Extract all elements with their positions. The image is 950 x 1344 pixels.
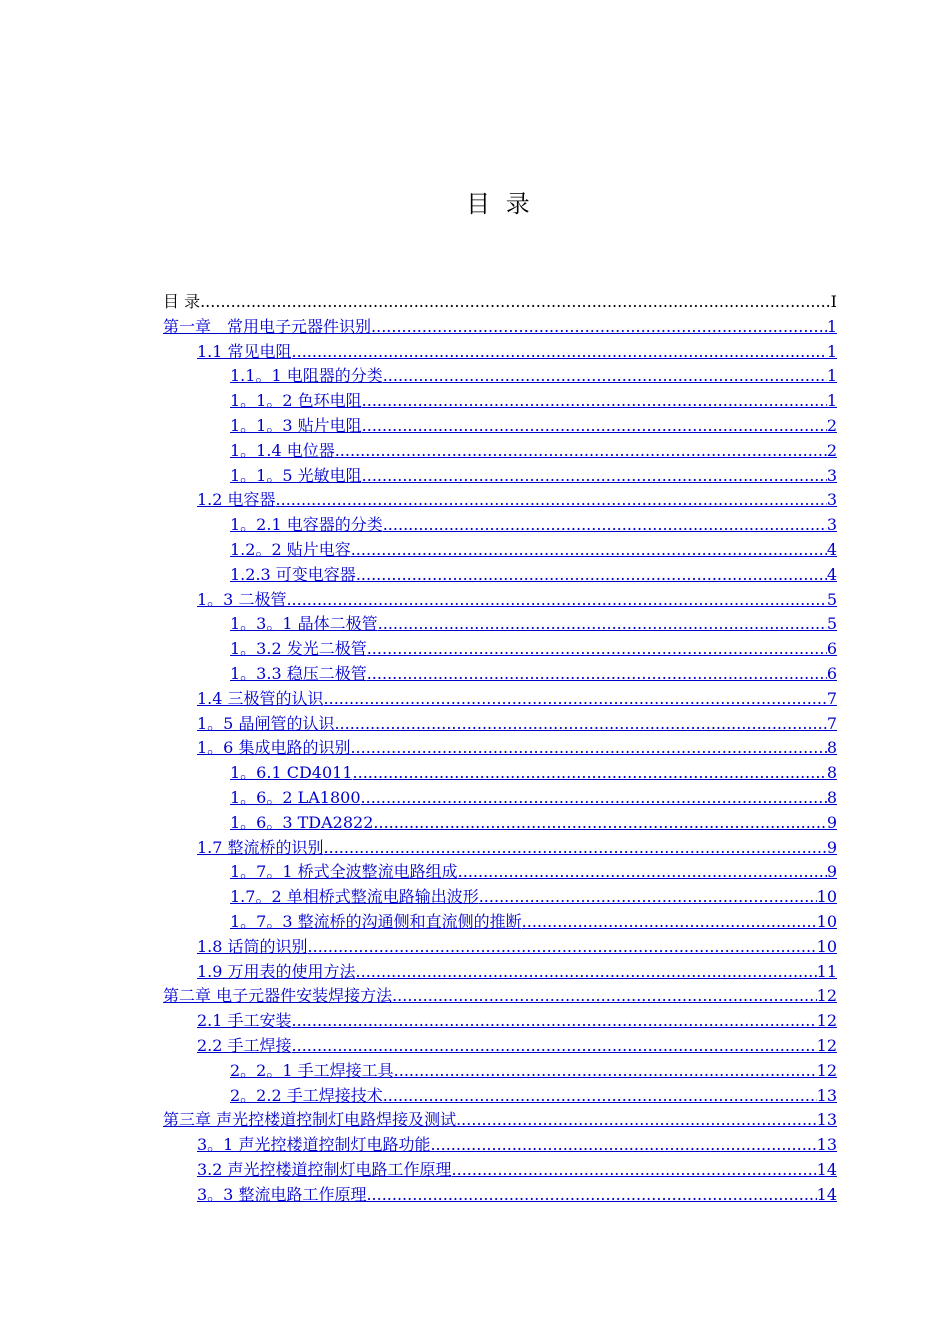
toc-entry[interactable]: [163, 910, 837, 935]
toc-entry-title: 1。6。3 TDA2822: [230, 812, 374, 832]
toc-entry-title: 1。1。2 色环电阻: [230, 391, 362, 411]
toc-page-number: 9: [826, 812, 837, 832]
toc-entry-title: 第一章 常用电子元器件识别: [163, 316, 372, 336]
toc-dot-leader: [362, 464, 827, 489]
toc-entry-title: 1。6.1 CD4011: [230, 763, 353, 783]
toc-dot-leader: [383, 1084, 817, 1109]
toc-page-number: 5: [826, 614, 837, 634]
toc-entry-title: 2。2。1 手工焊接工具: [230, 1060, 394, 1080]
toc-dot-leader: [458, 860, 827, 885]
toc-entry-title: 1。2.1 电容器的分类: [230, 515, 383, 535]
toc-dot-leader: [200, 290, 831, 315]
toc-page-number: 12: [816, 986, 837, 1006]
toc-entry-title: 第三章 声光控楼道控制灯电路焊接及测试: [163, 1110, 457, 1130]
toc-entry[interactable]: [163, 588, 837, 613]
toc-dot-leader: [366, 1183, 816, 1208]
toc-entry-title: 1.2 电容器: [197, 490, 276, 510]
toc-entry[interactable]: [163, 389, 837, 414]
toc-page-number: 13: [816, 1085, 837, 1105]
toc-entry[interactable]: [163, 687, 837, 712]
toc-page-number: 8: [826, 763, 837, 783]
toc-entry[interactable]: [163, 1183, 837, 1208]
toc-entry-title: 目 录: [163, 292, 201, 311]
toc-page-number: 8: [826, 787, 837, 807]
toc-page-number: 1: [826, 316, 837, 336]
toc-page-number: 14: [816, 1184, 837, 1204]
toc-entry-title: 1。5 晶闸管的认识: [197, 713, 335, 733]
toc-entry-title: 1。6。2 LA1800: [230, 787, 361, 807]
toc-entry-title: 1。1。5 光敏电阻: [230, 465, 362, 485]
toc-dot-leader: [362, 389, 827, 414]
page-title: 目 录: [466, 190, 534, 218]
toc-entry: [163, 290, 837, 315]
toc-page-number: 10: [816, 887, 837, 907]
toc-entry-title: 1.4 三极管的认识: [197, 688, 324, 708]
toc-entry[interactable]: [163, 513, 837, 538]
toc-page-number: 4: [826, 539, 837, 559]
toc-dot-leader: [292, 340, 827, 365]
toc-page-number: I: [830, 292, 837, 311]
toc-entry[interactable]: [163, 960, 837, 985]
toc-dot-leader: [367, 637, 827, 662]
toc-entry[interactable]: [163, 860, 837, 885]
toc-dot-leader: [308, 935, 817, 960]
toc-dot-leader: [350, 736, 826, 761]
toc-page-number: 2: [826, 415, 837, 435]
toc-page-number: 11: [816, 961, 837, 981]
toc-page-number: 9: [826, 837, 837, 857]
toc-entry[interactable]: [163, 836, 837, 861]
toc-entry-title: 1.7 整流桥的识别: [197, 837, 324, 857]
toc-page-number: 1: [826, 366, 837, 386]
toc-page-number: 4: [826, 564, 837, 584]
toc-entry-title: 1。3.3 稳压二极管: [230, 663, 367, 683]
toc-page-number: 9: [826, 862, 837, 882]
toc-entry-title: 3。1 声光控楼道控制灯电路功能: [197, 1135, 431, 1155]
toc-entry[interactable]: [163, 786, 837, 811]
toc-entry[interactable]: [163, 811, 837, 836]
toc-page-number: 12: [816, 1035, 837, 1055]
toc-entry-title: 1。7。3 整流桥的沟通侧和直流侧的推断: [230, 911, 522, 931]
toc-entry[interactable]: [163, 637, 837, 662]
toc-entry[interactable]: [163, 1158, 837, 1183]
toc-dot-leader: [479, 885, 817, 910]
toc-page-number: 6: [826, 639, 837, 659]
toc-page-number: 1: [826, 341, 837, 361]
toc-entry-title: 1。6 集成电路的识别: [197, 738, 351, 758]
toc-page-number: 2: [826, 440, 837, 460]
toc-entry[interactable]: [163, 1108, 837, 1133]
toc-dot-leader: [356, 563, 827, 588]
toc-dot-leader: [334, 712, 826, 737]
toc-entry[interactable]: [163, 612, 837, 637]
toc-dot-leader: [367, 662, 827, 687]
toc-entry-title: 1.1 常见电阻: [197, 341, 292, 361]
toc-dot-leader: [452, 1158, 817, 1183]
toc-dot-leader: [394, 1059, 817, 1084]
toc-dot-leader: [286, 588, 826, 613]
toc-dot-leader: [392, 984, 817, 1009]
toc-page-number: 13: [816, 1135, 837, 1155]
toc-entry-title: 第二章 电子元器件安装焊接方法: [163, 986, 393, 1006]
toc-dot-leader: [371, 315, 827, 340]
toc-entry-title: 1.7。2 单相桥式整流电路输出波形: [230, 887, 479, 907]
toc-entry[interactable]: [163, 662, 837, 687]
toc-entry-title: 1.1。1 电阻器的分类: [230, 366, 383, 386]
toc-dot-leader: [335, 439, 827, 464]
toc-dot-leader: [356, 960, 817, 985]
toc-page-number: 7: [826, 688, 837, 708]
toc-page-number: 10: [816, 936, 837, 956]
toc-page-number: 3: [826, 490, 837, 510]
toc-page-number: 12: [816, 1060, 837, 1080]
toc-page-number: 13: [816, 1110, 837, 1130]
toc-entry[interactable]: [163, 1034, 837, 1059]
toc-entry-title: 1。1.4 电位器: [230, 440, 335, 460]
toc-dot-leader: [351, 538, 827, 563]
toc-entry[interactable]: [163, 414, 837, 439]
toc-dot-leader: [373, 811, 826, 836]
toc-entry[interactable]: [163, 736, 837, 761]
toc-entry-title: 1.2.3 可变电容器: [230, 564, 356, 584]
toc-entry[interactable]: [163, 488, 837, 513]
toc-dot-leader: [276, 488, 827, 513]
toc-dot-leader: [430, 1133, 816, 1158]
toc-entry[interactable]: [163, 885, 837, 910]
toc-entry[interactable]: [163, 761, 837, 786]
toc-dot-leader: [362, 414, 827, 439]
toc-page-number: 7: [826, 713, 837, 733]
toc-entry[interactable]: [163, 1009, 837, 1034]
toc-entry[interactable]: [163, 935, 837, 960]
toc-entry-title: 1。3。1 晶体二极管: [230, 614, 378, 634]
toc-entry-title: 2。2.2 手工焊接技术: [230, 1085, 383, 1105]
toc-dot-leader: [383, 513, 827, 538]
toc-dot-leader: [353, 761, 827, 786]
toc-entry[interactable]: [163, 984, 837, 1009]
toc-entry[interactable]: [163, 712, 837, 737]
toc-entry-title: 1。3 二极管: [197, 589, 287, 609]
toc-page-number: 3: [826, 465, 837, 485]
toc-entry-title: 1。3.2 发光二极管: [230, 639, 367, 659]
toc-entry-title: 3。3 整流电路工作原理: [197, 1184, 367, 1204]
toc-entry[interactable]: [163, 439, 837, 464]
toc-dot-leader: [324, 687, 827, 712]
toc-dot-leader: [324, 836, 827, 861]
toc-dot-leader: [292, 1009, 817, 1034]
toc-dot-leader: [522, 910, 817, 935]
toc-entry-title: 1.9 万用表的使用方法: [197, 961, 356, 981]
toc-entry[interactable]: [163, 464, 837, 489]
toc-dot-leader: [361, 786, 827, 811]
toc-entry-title: 1.8 话筒的识别: [197, 936, 308, 956]
toc-entry-title: 1。1。3 贴片电阻: [230, 415, 362, 435]
toc-dot-leader: [383, 364, 827, 389]
toc-entry[interactable]: [163, 538, 837, 563]
toc-entry[interactable]: [163, 1059, 837, 1084]
toc-entry-title: 3.2 声光控楼道控制灯电路工作原理: [197, 1159, 452, 1179]
toc-page-number: 14: [816, 1159, 837, 1179]
toc-entry[interactable]: [163, 315, 837, 340]
toc-dot-leader: [378, 612, 827, 637]
toc-page-number: 8: [826, 738, 837, 758]
toc-entry[interactable]: [163, 340, 837, 365]
table-of-contents: [163, 290, 837, 1207]
toc-page-number: 10: [816, 911, 837, 931]
toc-page-number: 6: [826, 663, 837, 683]
toc-entry[interactable]: [163, 1084, 837, 1109]
toc-entry[interactable]: [163, 364, 837, 389]
toc-page-number: 12: [816, 1011, 837, 1031]
toc-entry[interactable]: [163, 1133, 837, 1158]
toc-page-number: 5: [826, 589, 837, 609]
toc-page-number: 1: [826, 391, 837, 411]
toc-entry-title: 2.2 手工焊接: [197, 1035, 292, 1055]
toc-entry-title: 1.2。2 贴片电容: [230, 539, 351, 559]
toc-page-number: 3: [826, 515, 837, 535]
toc-entry[interactable]: [163, 563, 837, 588]
toc-entry-title: 2.1 手工安装: [197, 1011, 292, 1031]
toc-entry-title: 1。7。1 桥式全波整流电路组成: [230, 862, 458, 882]
toc-dot-leader: [292, 1034, 817, 1059]
toc-dot-leader: [456, 1108, 817, 1133]
